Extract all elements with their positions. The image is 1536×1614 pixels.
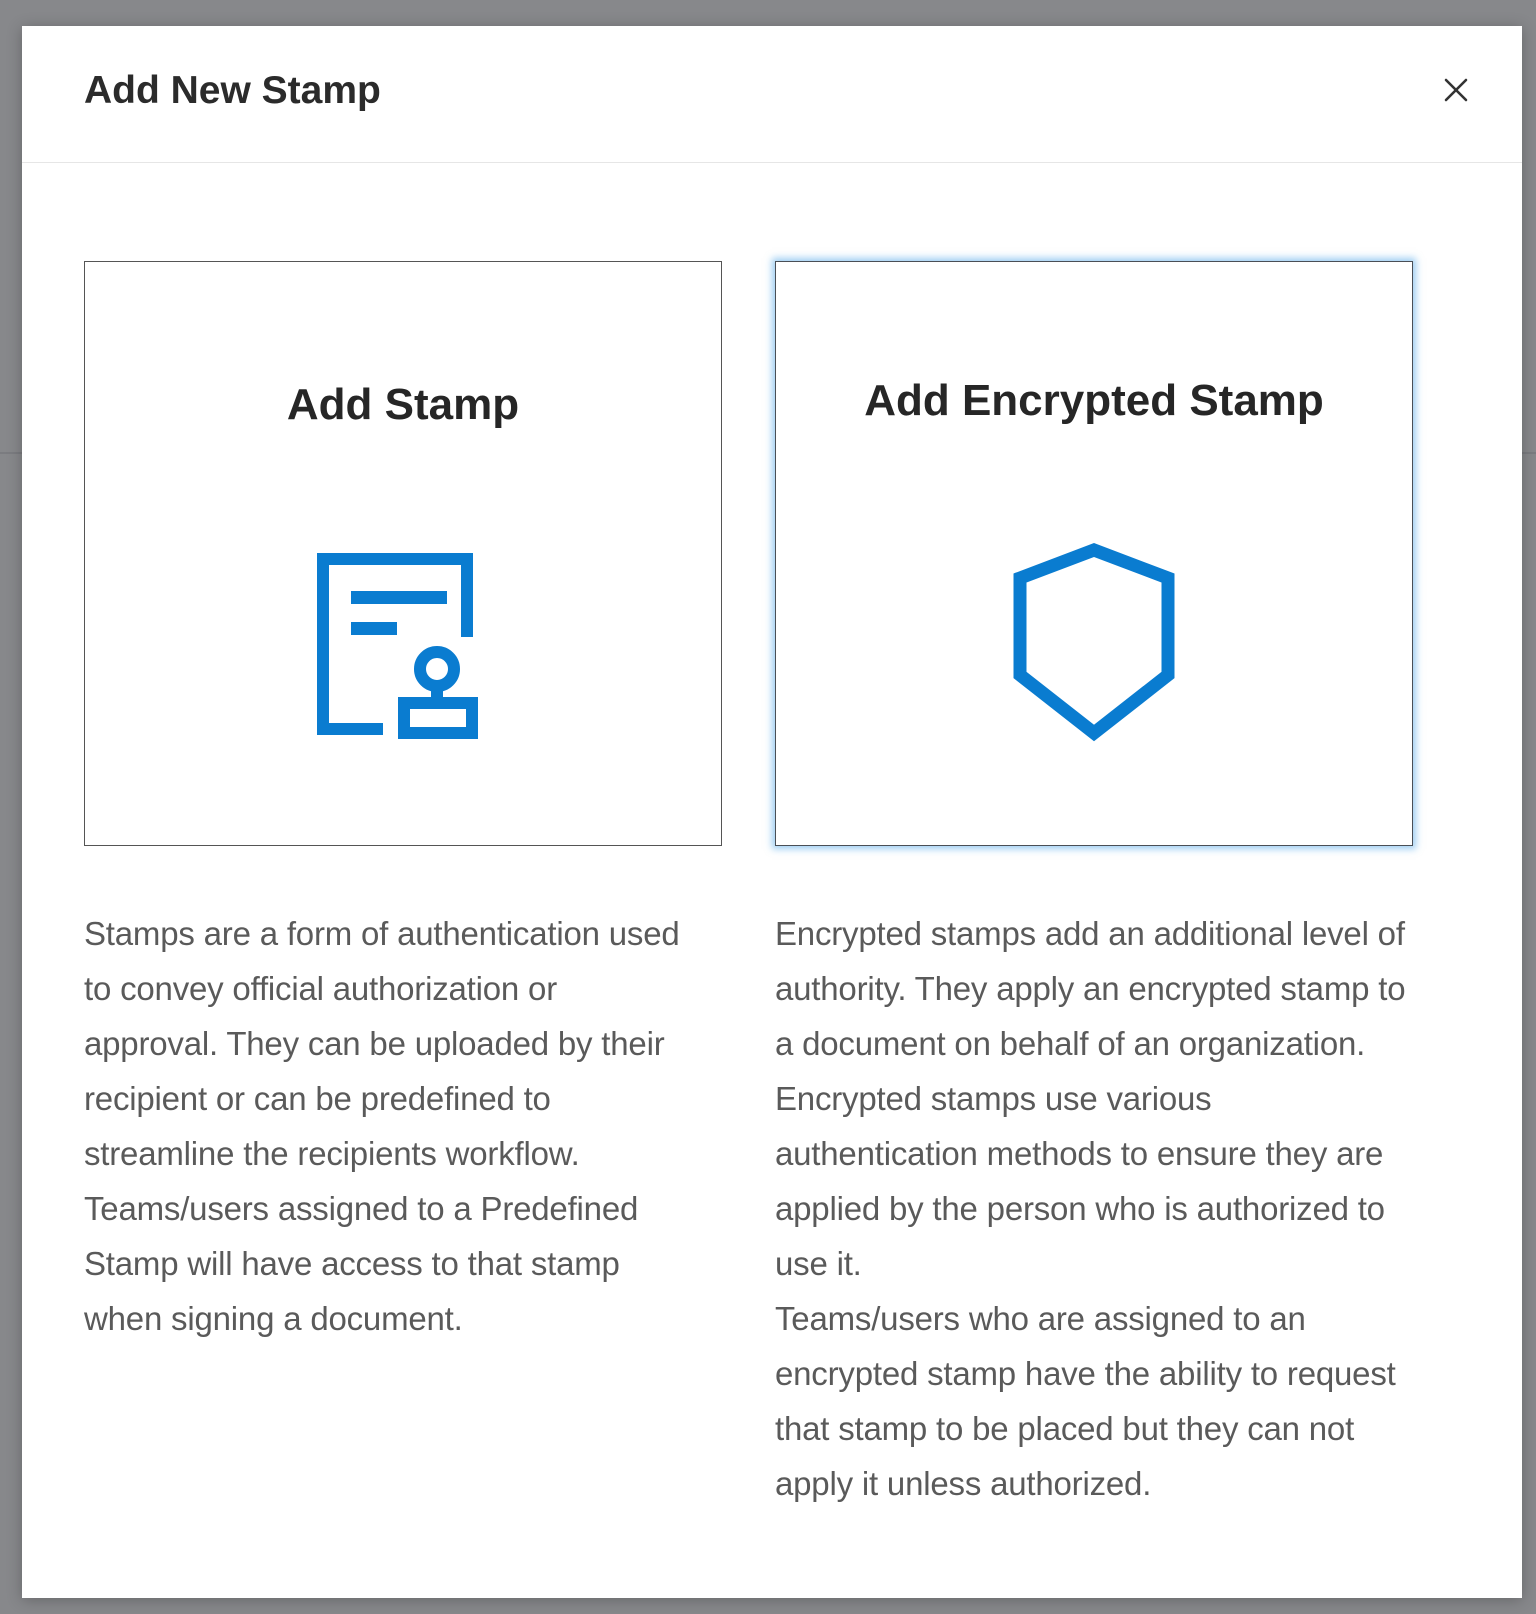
description-line: a document on behalf of an organization. (775, 1025, 1366, 1062)
add-stamp-card-title: Add Stamp (286, 380, 520, 429)
shield-icon (1004, 540, 1184, 750)
add-stamp-card[interactable] (84, 261, 722, 846)
description-line: authority. They apply an encrypted stamp to (775, 970, 1406, 1007)
description-line: Teams/users who are assigned to an (775, 1300, 1306, 1337)
dialog-title: Add New Stamp (84, 69, 381, 112)
add-new-stamp-dialog (22, 26, 1522, 1598)
description-line: Encrypted stamps add an additional level of (775, 915, 1405, 952)
description-line: that stamp to be placed but they can not (775, 1410, 1355, 1447)
description-line: approval. They can be uploaded by their (84, 1025, 665, 1062)
description-line: Encrypted stamps use various (775, 1080, 1212, 1117)
close-button[interactable] (1430, 64, 1482, 116)
description-line: applied by the person who is authorized to (775, 1190, 1385, 1227)
dialog-header (22, 26, 1522, 163)
add-stamp-description (84, 906, 744, 1346)
description-line: Stamp will have access to that stamp (84, 1245, 620, 1282)
background-divider (1522, 452, 1536, 454)
stamp-document-icon (313, 547, 493, 747)
description-line: Stamps are a form of authentication used (84, 915, 680, 952)
close-icon (1443, 77, 1469, 103)
description-line: recipient or can be predefined to (84, 1080, 551, 1117)
description-line: encrypted stamp have the ability to request (775, 1355, 1396, 1392)
description-line: authentication methods to ensure they are (775, 1135, 1384, 1172)
description-line: when signing a document. (84, 1300, 463, 1337)
add-encrypted-stamp-card[interactable] (775, 261, 1413, 846)
description-line: Teams/users assigned to a Predefined (84, 1190, 639, 1227)
description-line: to convey official authorization or (84, 970, 557, 1007)
description-line: use it. (775, 1245, 862, 1282)
description-line: apply it unless authorized. (775, 1465, 1152, 1502)
add-encrypted-stamp-card-title: Add Encrypted Stamp (864, 376, 1324, 425)
description-line: streamline the recipients workflow. (84, 1135, 580, 1172)
background-divider (0, 452, 22, 454)
add-encrypted-stamp-description (775, 906, 1475, 1511)
